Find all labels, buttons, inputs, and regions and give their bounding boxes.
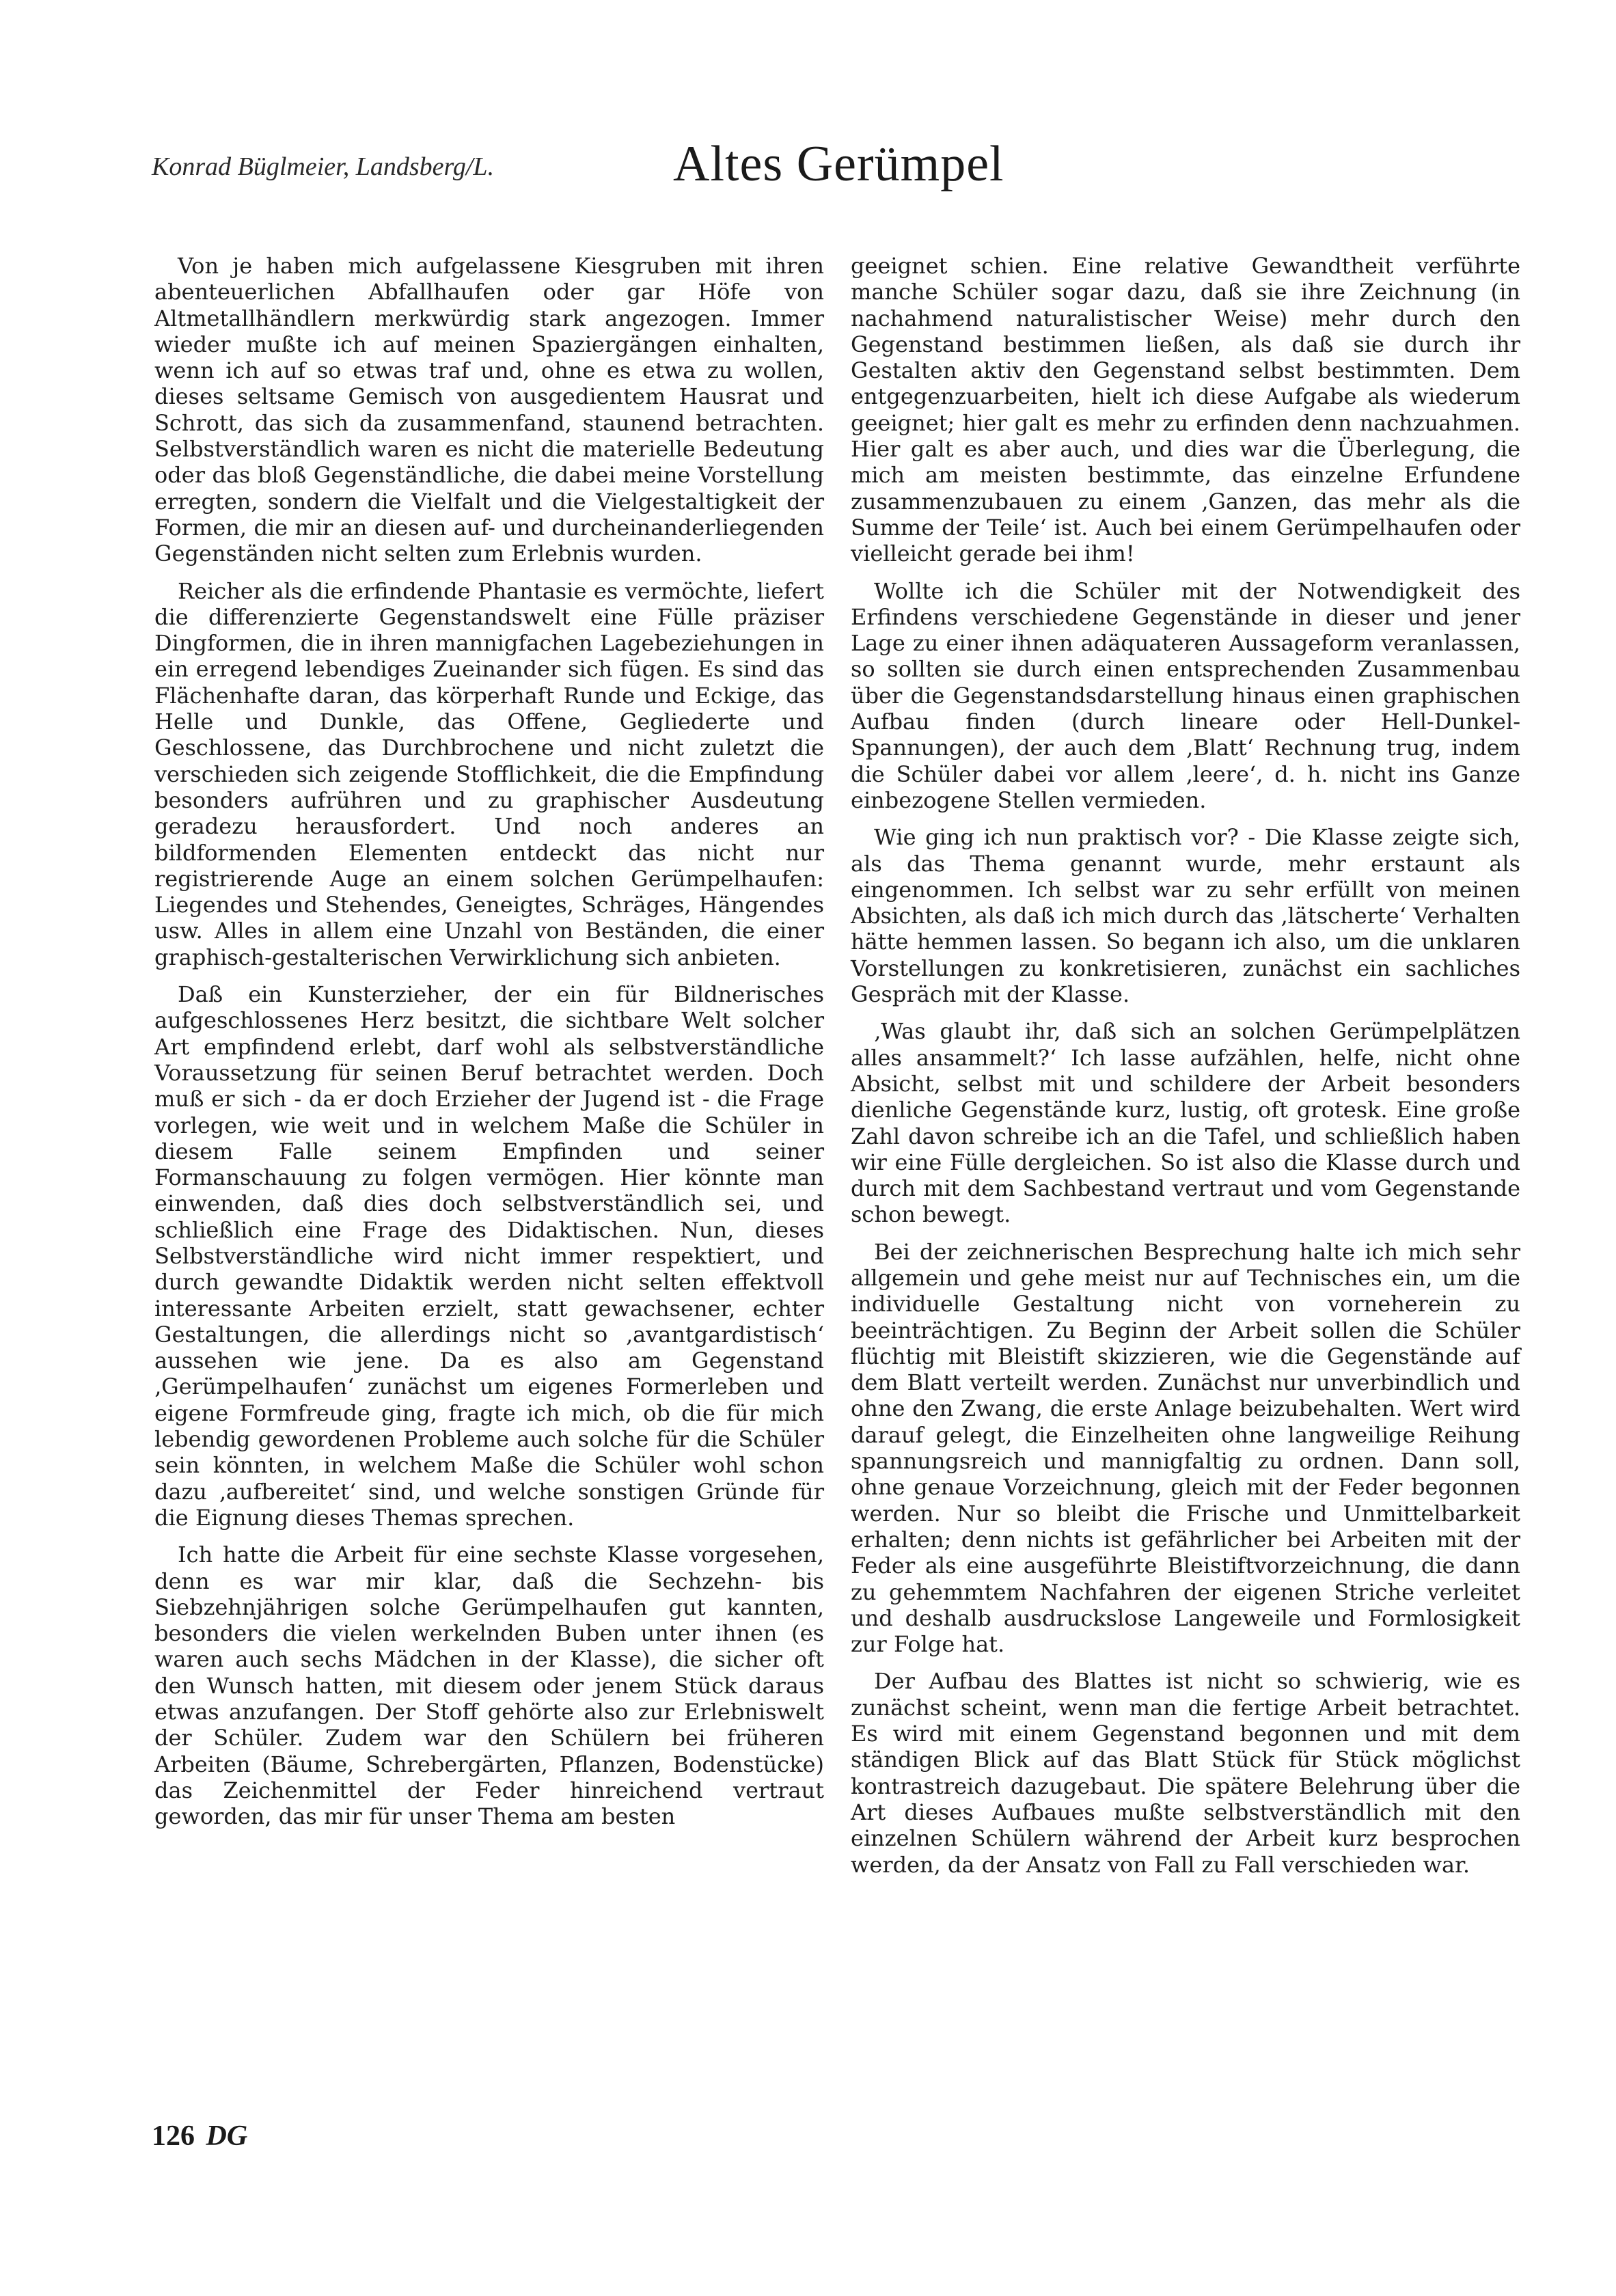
right-column (851, 253, 1520, 1889)
paragraph: Ich hatte die Arbeit für eine sechste Klasse vorgesehen, denn es war mir klar, daß die Sechzehn- bis Siebzehnjährigen solche Gerümpelhaufen gut kannten, besonders die vielen werkelnden Buben unter ihnen (es waren auch sechs Mädchen in der Klasse), die sicher oft den Wunsch hatten, mit diesem oder jenem Stück daraus etwas anzufangen. Der Stoff gehörte also zur Erlebniswelt der Schüler. Zudem war den Schülern bei früheren Arbeiten (Bäume, Schrebergärten, Pflanzen, Bodenstücke) das Zeichenmittel der Feder hinreichend vertraut geworden, das mir für unser Thema am besten (154, 1542, 824, 1830)
paragraph: Von je haben mich aufgelassene Kiesgruben mit ihren abenteuerlichen Abfallhaufen oder gar Höfe von Altmetallhändlern merkwürdig stark angezogen. Immer wieder mußte ich auf meinen Spaziergängen einhalten, wenn ich auf so etwas traf und, ohne es etwa zu wollen, dieses seltsame Gemisch von ausgedientem Hausrat und Schrott, das sich da zusammenfand, staunend betrachten. Selbstverständlich waren es nicht die materielle Bedeutung oder das bloß Gegenständliche, die dabei meine Vorstellung erregten, sondern die Vielfalt und die Vielgestaltigkeit der Formen, die mir an diesen auf- und durcheinanderliegenden Gegenständen nicht selten zum Erlebnis wurden. (154, 253, 824, 567)
paragraph: Daß ein Kunsterzieher, der ein für Bildnerisches aufgeschlossenes Herz besitzt, die sichtbare Welt solcher Art empfindend erlebt, darf wohl als selbstverständliche Voraussetzung für seinen Beruf betrachtet werden. Doch muß er sich - da er doch Erzieher der Jugend ist - die Frage vorlegen, wie weit und in welchem Maße die Schüler in diesem Falle seinem Empfinden und seiner Formanschauung zu folgen vermögen. Hier könnte man einwenden, daß dies doch selbstverständlich sei, und schließlich eine Frage des Didaktischen. Nun, dieses Selbstverständliche wird nicht immer respektiert, und durch gewandte Didaktik werden nicht selten effektvoll interessante Arbeiten erzielt, statt gewachsener, echter Gestaltungen, die allerdings nicht so ‚avantgardistisch‘ aussehen wie jene. Da es also am Gegenstand ‚Gerümpelhaufen‘ zunächst um eigenes Formerleben und eigene Formfreude ging, fragte ich mich, ob die für mich lebendig gewordenen Probleme auch solche für die Schüler sein könnten, in welchem Maße die Schüler wohl schon dazu ‚aufbereitet‘ sind, und welche sonstigen Gründe für die Eignung dieses Themas sprechen. (154, 981, 824, 1531)
author-line: Konrad Büglmeier, Landsberg/L. (152, 152, 495, 181)
paragraph-continued: geeignet schien. Eine relative Gewandtheit verführte manche Schüler sogar dazu, daß sie ihre Zeichnung (in nachahmend naturalistischer Weise) mehr durch den Gegenstand bestimmen ließen, als daß sie durch ihr Gestalten aktiv den Gegenstand selbst bestimmten. Dem entgegenzuarbeiten, hielt ich diese Aufgabe als wiederum geeignet; hier galt es mehr zu erfinden denn nachzuahmen. Hier galt es aber auch, und dies war die Überlegung, die mich am meisten bestimmte, das einzelne Erfundene zusammenzubauen zu einem ‚Ganzen, das mehr als die Summe der Teile‘ ist. Auch bei einem Gerümpelhaufen oder vielleicht gerade bei ihm! (851, 253, 1520, 567)
magazine-abbrev: DG (206, 2120, 248, 2152)
page-footer (152, 2120, 247, 2152)
paragraph: ‚Was glaubt ihr, daß sich an solchen Gerümpelplätzen alles ansammelt?‘ Ich lasse aufzählen, helfe, nicht ohne Absicht, selbst mit und schildere der Arbeit besonders dienliche Gegenstände kurz, lustig, oft grotesk. Eine große Zahl davon schreibe ich an die Tafel, und schließlich haben wir eine Fülle dergleichen. So ist also die Klasse durch und durch mit dem Sachbestand vertraut und vom Gegenstande schon bewegt. (851, 1018, 1520, 1228)
paragraph: Wie ging ich nun praktisch vor? - Die Klasse zeigte sich, als das Thema genannt wurde, mehr erstaunt als eingenommen. Ich selbst war zu sehr erfüllt von meinen Absichten, als daß ich mich durch das ‚lätscherte‘ Verhalten hätte hemmen lassen. So begann ich also, um die unklaren Vorstellungen zu konkretisieren, zunächst ein sachliches Gespräch mit der Klasse. (851, 824, 1520, 1008)
left-column (154, 253, 824, 1841)
paragraph: Der Aufbau des Blattes ist nicht so schwierig, wie es zunächst scheint, wenn man die fertige Arbeit betrachtet. Es wird mit einem Gegenstand begonnen und mit dem ständigen Blick auf das Blatt Stück für Stück möglichst kontrastreich dazugebaut. Die spätere Belehrung über die Art dieses Aufbaues mußte selbstverständlich mit den einzelnen Schülern während der Arbeit kurz besprochen werden, da der Ansatz von Fall zu Fall verschieden war. (851, 1668, 1520, 1878)
article-title: Altes Gerümpel (673, 136, 1004, 192)
paragraph: Reicher als die erfindende Phantasie es vermöchte, liefert die differenzierte Gegenstandswelt eine Fülle präziser Dingformen, die in ihren mannigfachen Lagebeziehungen in ein erregend lebendiges Zueinander sich fügen. Es sind das Flächenhafte daran, das körperhaft Runde und Eckige, das Helle und Dunkle, das Offene, Gegliederte und Geschlossene, das Durchbrochene und nicht zuletzt die verschieden sich zeigende Stofflichkeit, die die Empfindung besonders aufrühren und zu graphischer Ausdeutung geradezu herausfordert. Und noch anderes an bildformenden Elementen entdeckt das nicht nur registrierende Auge an einem solchen Gerümpelhaufen: Liegendes und Stehendes, Geneigtes, Schräges, Hängendes usw. Alles in allem eine Unzahl von Beständen, die einer graphisch-gestalterischen Verwirklichung sich anbieten. (154, 577, 824, 970)
paragraph: Bei der zeichnerischen Besprechung halte ich mich sehr allgemein und gehe meist nur auf Technisches ein, um die individuelle Gestaltung nicht von vorneherein zu beeinträchtigen. Zu Beginn der Arbeit sollen die Schüler flüchtig mit Bleistift skizzieren, wie die Gegenstände auf dem Blatt verteilt werden. Zunächst nur unverbindlich und ohne den Zwang, die erste Anlage beizubehalten. Wert wird darauf gelegt, die Einzelheiten ohne langweilige Reihung spannungsreich und mannigfaltig zu ordnen. Dann soll, ohne genaue Vorzeichnung, gleich mit der Feder begonnen werden. Nur so bleibt die Frische und Unmittelbarkeit erhalten; denn nichts ist gefährlicher bei Arbeiten mit der Feder als eine ausgeführte Bleistiftvorzeichnung, die dann zu gehemmtem Nachfahren der eigenen Striche verleitet und deshalb ausdruckslose Langeweile und Formlosigkeit zur Folge hat. (851, 1238, 1520, 1658)
page-number: 126 (152, 2120, 195, 2152)
paragraph: Wollte ich die Schüler mit der Notwendigkeit des Erfindens verschiedene Gegenstände in dieser und jener Lage zu einer ihnen adäquateren Aussageform veranlassen, so sollten sie durch einen entsprechenden Zusammenbau über die Gegenstandsdarstellung hinaus einen graphischen Aufbau finden (durch lineare oder Hell-Dunkel-Spannungen), der auch dem ‚Blatt‘ Rechnung trug, indem die Schüler dabei vor allem ‚leere‘, d. h. nicht ins Ganze einbezogene Stellen vermieden. (851, 577, 1520, 813)
